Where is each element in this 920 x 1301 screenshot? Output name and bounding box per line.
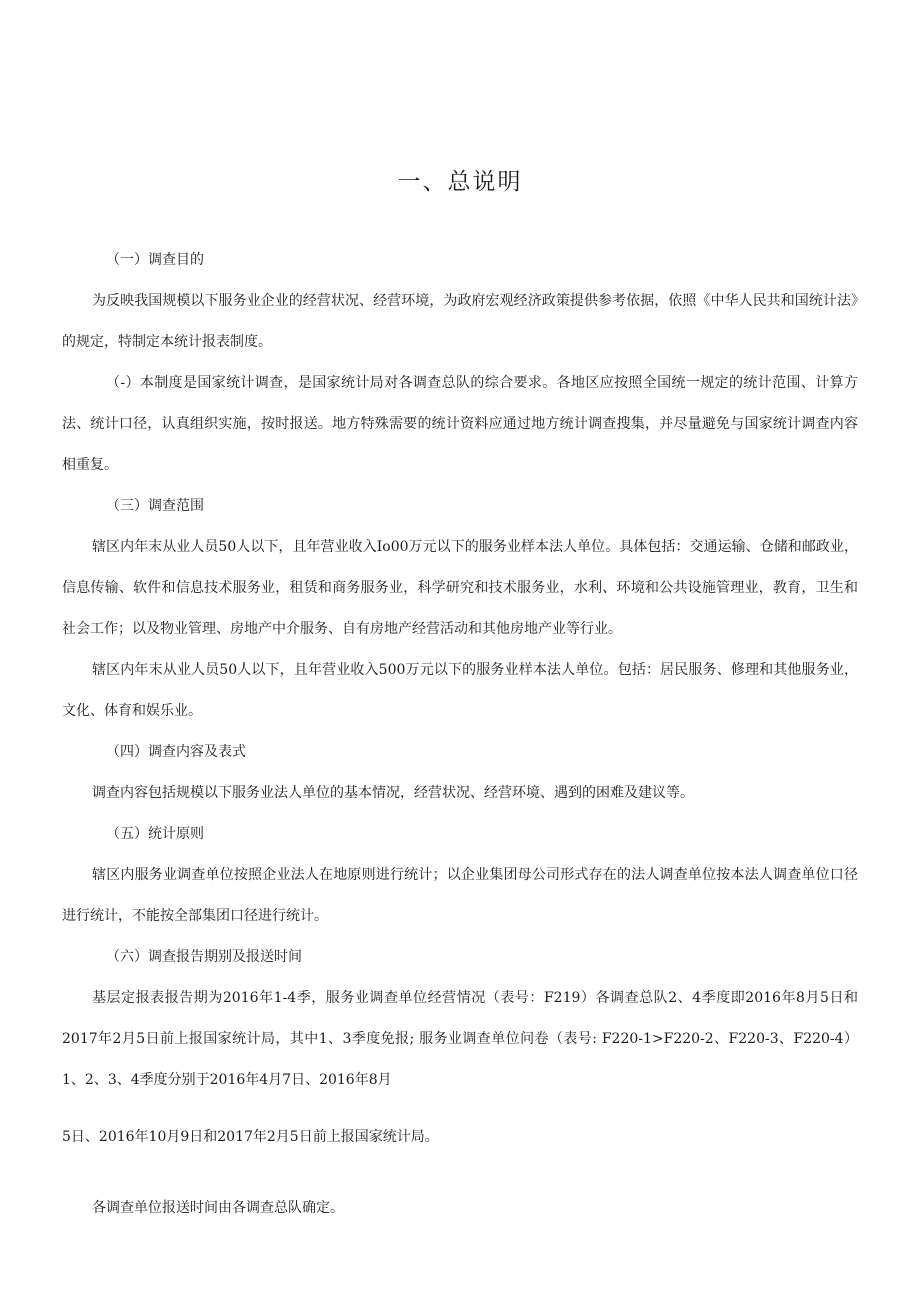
paragraph-nature: （-）本制度是国家统计调查，是国家统计局对各调查总队的综合要求。各地区应按照全国统一规定的统计范围、计算方法、统计口径，认真组织实施，按时报送。地方特殊需要的统计资料应通过地方统计调查搜集，并尽量避免与国家统计调查内容相重复。 [62, 375, 858, 473]
page-title: 一、总说明 [397, 169, 523, 195]
section-heading-scope: （三）调查范围 [106, 498, 204, 514]
paragraph-content: 调查内容包括规模以下服务业法人单位的基本情况，经营状况、经营环境、遇到的困难及建议等。 [92, 785, 694, 801]
section-heading-purpose: （一）调查目的 [106, 252, 204, 268]
paragraph-principle: 辖区内服务业调查单位按照企业法人在地原则进行统计；以企业集团母公司形式存在的法人调查单位按本法人调查单位口径进行统计，不能按全部集团口径进行统计。 [62, 867, 858, 924]
paragraph-purpose: 为反映我国规模以下服务业企业的经营状况、经营环境，为政府宏观经济政策提供参考依据，依照《中华人民共和国统计法》的规定，特制定本统计报表制度。 [62, 293, 858, 350]
paragraph-scope-1: 辖区内年末从业人员50人以下，且年营业收入Io00万元以下的服务业样本法人单位。具体包括：交通运输、仓储和邮政业，信息传输、软件和信息技术服务业，租赁和商务服务业，科学研究和技术服务业，水利、环境和公共设施管理业，教育，卫生和社会工作；以及物业管理、房地产中介服务、自有房地产经营活动和其他房地产业等行业。 [62, 539, 858, 637]
section-heading-content: （四）调查内容及表式 [106, 744, 246, 760]
paragraph-period-3: 各调查单位报送时间由各调查总队确定。 [92, 1200, 344, 1216]
paragraph-period-2: 5日、2016年10月9日和2017年2月5日前上报国家统计局。 [62, 1129, 439, 1145]
paragraph-period-1: 基层定报表报告期为2016年1-4季，服务业调查单位经营情况（表号：F219）各调查总队2、4季度即2016年8月5日和2017年2月5日前上报国家统计局，其中1、3季度免报; 服务业调查单位问卷（表号: F220-1>F220-2、F220-3、F220-4）1、2、3、4季度分别于2016年4月7日、2016年8月 [62, 990, 858, 1088]
paragraph-scope-2: 辖区内年末从业人员50人以下，且年营业收入500万元以下的服务业样本法人单位。包括：居民服务、修理和其他服务业，文化、体育和娱乐业。 [62, 662, 858, 719]
section-heading-principle: （五）统计原则 [106, 826, 204, 842]
document-body [62, 240, 858, 1229]
section-heading-period: （六）调查报告期别及报送时间 [106, 949, 302, 965]
